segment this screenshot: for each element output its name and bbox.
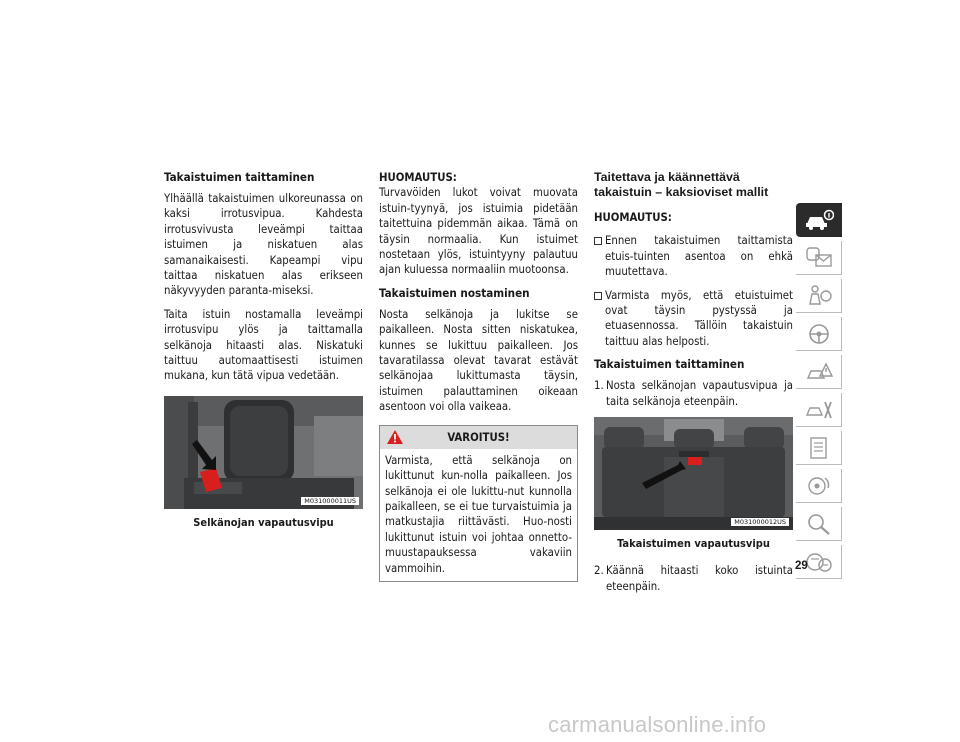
tab-emergency[interactable] [796,355,842,389]
note-bullet-list [594,233,793,349]
chapter-tab-strip [796,203,842,583]
section-heading-fold: Takaistuimen taittaminen [164,170,315,184]
note-label: HUOMAUTUS: [594,211,672,224]
roadside-emergency-icon [804,360,834,384]
section-heading-raise: Takaistuimen nostaminen [379,285,530,300]
bullet-item [594,233,793,279]
figure-code: M031000011US [301,497,359,505]
middle-column [379,170,578,582]
paragraph-raise: Nosta selkänoja ja lukitse se paikalleen. Nosta sitten niskatukea, kunnes se lukittuu paikalleen. Jos tavaratilassa olevat tavarat estävät selkänojaa lukittumasta täysin, istuimen palauttaminen oikeaan asentoon voi olla vaikeaa. [379,307,578,414]
tab-car-info[interactable] [796,203,842,237]
step-list-1 [594,378,793,409]
left-column [164,170,363,530]
dashboard-lights-icon [804,246,834,270]
checkbox-bullet-icon [594,292,602,300]
figure-caption: Selkänojan vapautusvipu [193,515,334,529]
bullet-text: Varmista myös, että etuistuimet ovat täysin pystyssä ja etuasennossa. Tällöin takaistuin taittuu alas helposti. [605,288,793,348]
tab-dashboard[interactable] [796,241,842,275]
step-text: Käännä hitaasti koko istuinta eteenpäin. [606,564,793,593]
note-text: Turvavöiden lukot voivat muovata istuin-tyynyä, jos istuimia pidetään taitettuina pidemmän aikaa. Tämä on täysin normaalia. Kun istuimet nostetaan ylös, istuintyyny palautuu ajan kuluessa normaaliin muotoonsa. [379,186,578,277]
note-label: HUOMAUTUS: [379,171,457,184]
right-column [594,170,793,602]
figure-caption: Takaistuimen vapautusvipu [617,537,770,551]
tab-driving[interactable] [796,317,842,351]
step-item [594,378,793,409]
index-search-icon [804,512,834,536]
tab-specifications[interactable] [796,431,842,465]
tab-index[interactable] [796,507,842,541]
multimedia-icon [804,474,834,498]
tab-multimedia[interactable] [796,469,842,503]
car-info-icon [804,209,834,231]
rear-seat-photo-illustration [594,417,793,530]
figure-image-rear-seat [594,417,793,530]
service-maintenance-icon [804,398,834,422]
subheading-fold: Takaistuimen taittaminen [594,357,745,372]
watermark: carmanualsonline.info [548,712,767,737]
warning-triangle-icon [386,429,404,445]
step-text: Nosta selkänojan vapautusvipua ja taita selkänoja eteenpäin. [606,379,793,408]
warning-box [379,425,578,582]
figure-backrest-release [164,396,363,530]
section-heading-two-door: Taitettava ja käännettävä takaistuin – kaksioviset mallit [594,170,769,199]
bullet-text: Ennen takaistuimen taittamista etuis-tuinten asentoa on ehkä muutettava. [605,234,793,279]
warning-header [380,426,577,449]
seat-photo-illustration [164,396,363,509]
step-list-2 [594,563,793,594]
step-number: 1. [594,379,604,393]
steering-wheel-icon [804,322,834,346]
step-item [594,563,793,594]
paragraph-fold-instructions: Taita istuin nostamalla leveämpi irrotusvipu ylös ja taittamalla selkänoja hitaasti alas. Niskatuki taittuu automaattisesti istuimen mukana, kun tätä vipua vedetään. [164,307,363,383]
checkbox-bullet-icon [594,237,602,245]
paragraph-levers: Ylhäällä takaistuimen ulkoreunassa on kaksi irrotusvipua. Kahdesta irrotusvivusta leveämpi taittaa istuimen ja niskatuen alas samanaikaisesti. Kapeampi vipu taittaa niskatuen alas erikseen näkyvyyden paranta-miseksi. [164,192,363,298]
warning-text: Varmista, että selkänoja on lukittunut kun-nolla paikalleen. Jos selkänoja ei ole lukittu-nut kunnolla paikalleen, se ei tue turvaistuimia ja matkustajia riittävästi. Huo-nosti lukittunut istuin voi johtaa onnetto-muustapauksessa vakaviin vammoihin. [385,453,572,575]
figure-rear-seat-release [594,417,793,551]
tab-safety[interactable] [796,279,842,313]
figure-code: M031000012US [731,518,789,526]
step-number: 2. [594,564,604,578]
language-icon [804,550,834,574]
airbag-safety-icon [804,284,834,308]
tab-service[interactable] [796,393,842,427]
bullet-item [594,288,793,350]
warning-title: VAROITUS! [447,430,510,444]
figure-image-backrest [164,396,363,509]
specifications-icon [804,436,834,460]
page-number: 29 [795,560,808,572]
